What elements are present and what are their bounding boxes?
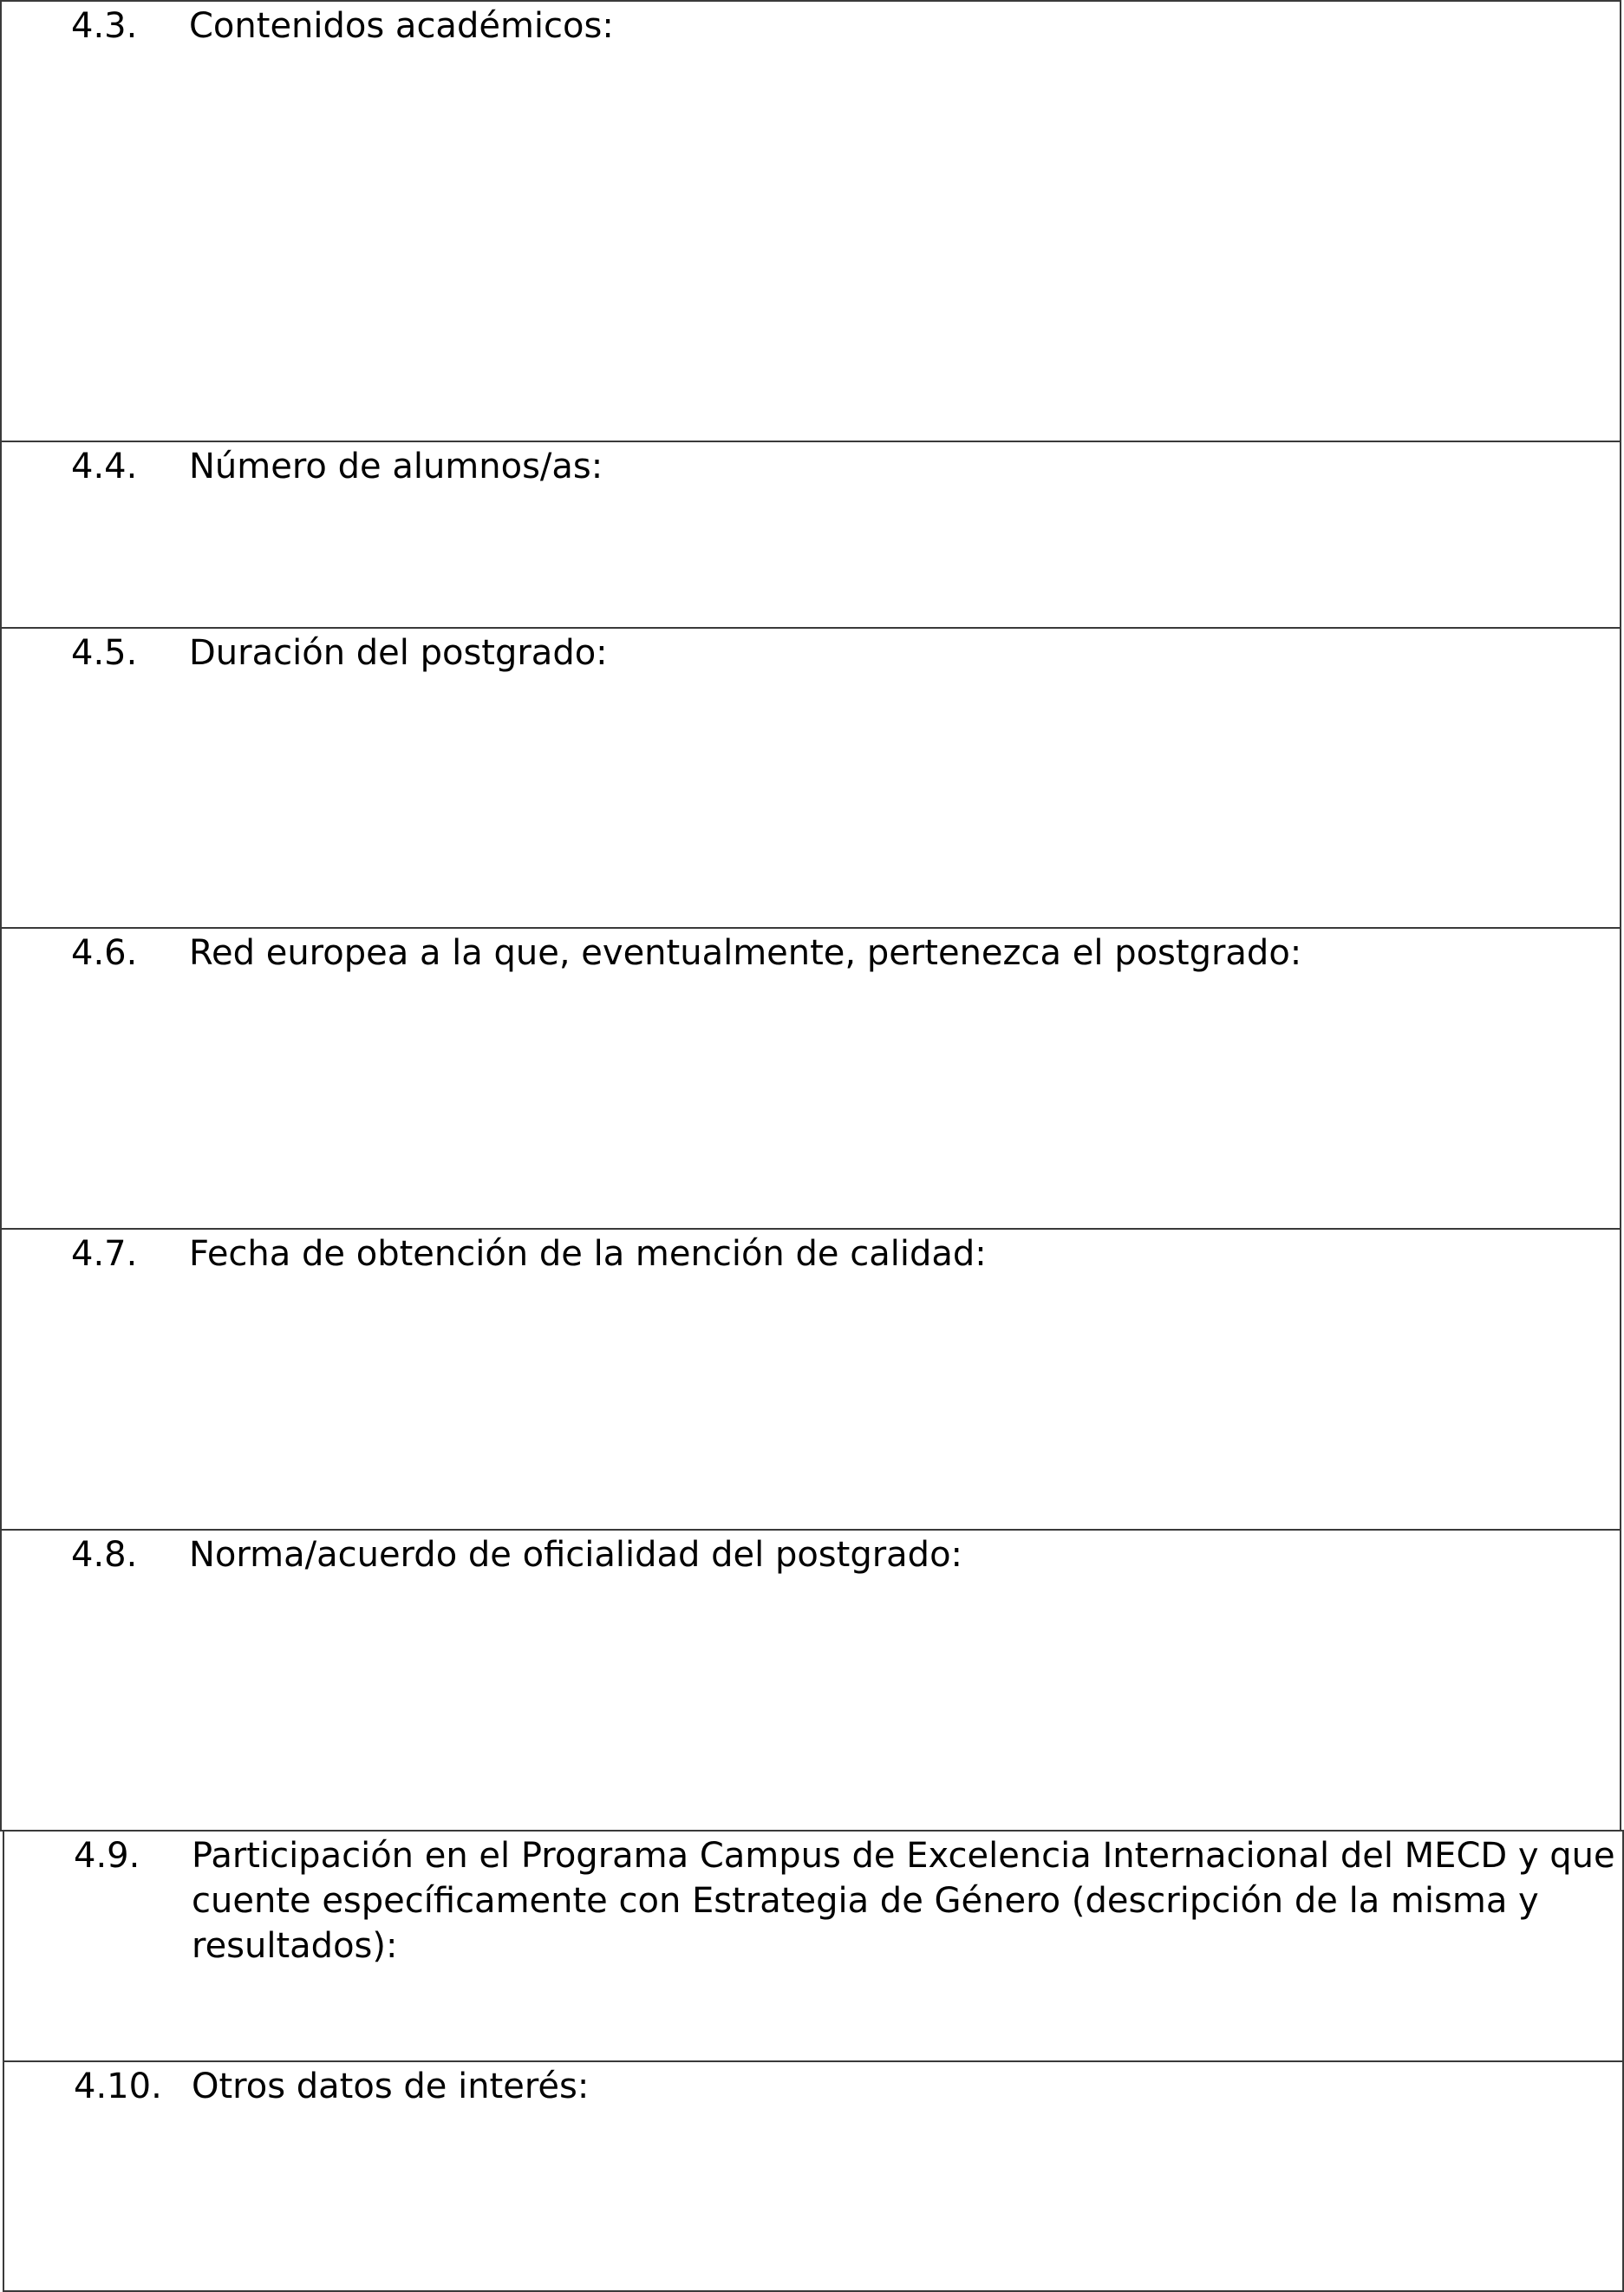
- section-label: Red europea a la que, eventualmente, pertenezca el postgrado:: [189, 933, 1302, 973]
- section-number: 4.6.: [71, 933, 138, 973]
- section-label: Fecha de obtención de la mención de calidad:: [189, 1234, 987, 1274]
- section-number: 4.10.: [74, 2067, 162, 2106]
- section-4-8-norma-oficialidad: [0, 1529, 1621, 1832]
- section-label: Otros datos de interés:: [192, 2067, 590, 2106]
- section-number: 4.8.: [71, 1535, 138, 1575]
- section-number: 4.4.: [71, 447, 138, 486]
- section-4-4-numero-de-alumnos: [0, 441, 1621, 629]
- section-number: 4.3.: [71, 6, 138, 46]
- section-4-7-fecha-mencion-calidad: [0, 1228, 1621, 1531]
- section-label: Participación en el Programa Campus de Excelencia Internacional del MECD y que cuente específicamente con Estrategia de Género (descripción de la misma y resultados):: [192, 1836, 1615, 1966]
- section-number: 4.9.: [74, 1836, 140, 1876]
- section-4-6-red-europea: [0, 927, 1621, 1230]
- section-label: Norma/acuerdo de oficialidad del postgrado:: [189, 1535, 963, 1575]
- section-label: Contenidos académicos:: [189, 6, 614, 46]
- section-4-9-campus-excelencia: [3, 1830, 1624, 2062]
- section-number: 4.5.: [71, 633, 138, 673]
- section-label: Duración del postgrado:: [189, 633, 608, 673]
- section-4-10-otros-datos: [3, 2060, 1624, 2292]
- section-4-3-contenidos-academicos: [0, 0, 1621, 442]
- section-4-5-duracion-del-postgrado: [0, 627, 1621, 929]
- section-number: 4.7.: [71, 1234, 138, 1274]
- section-label: Número de alumnos/as:: [189, 447, 603, 486]
